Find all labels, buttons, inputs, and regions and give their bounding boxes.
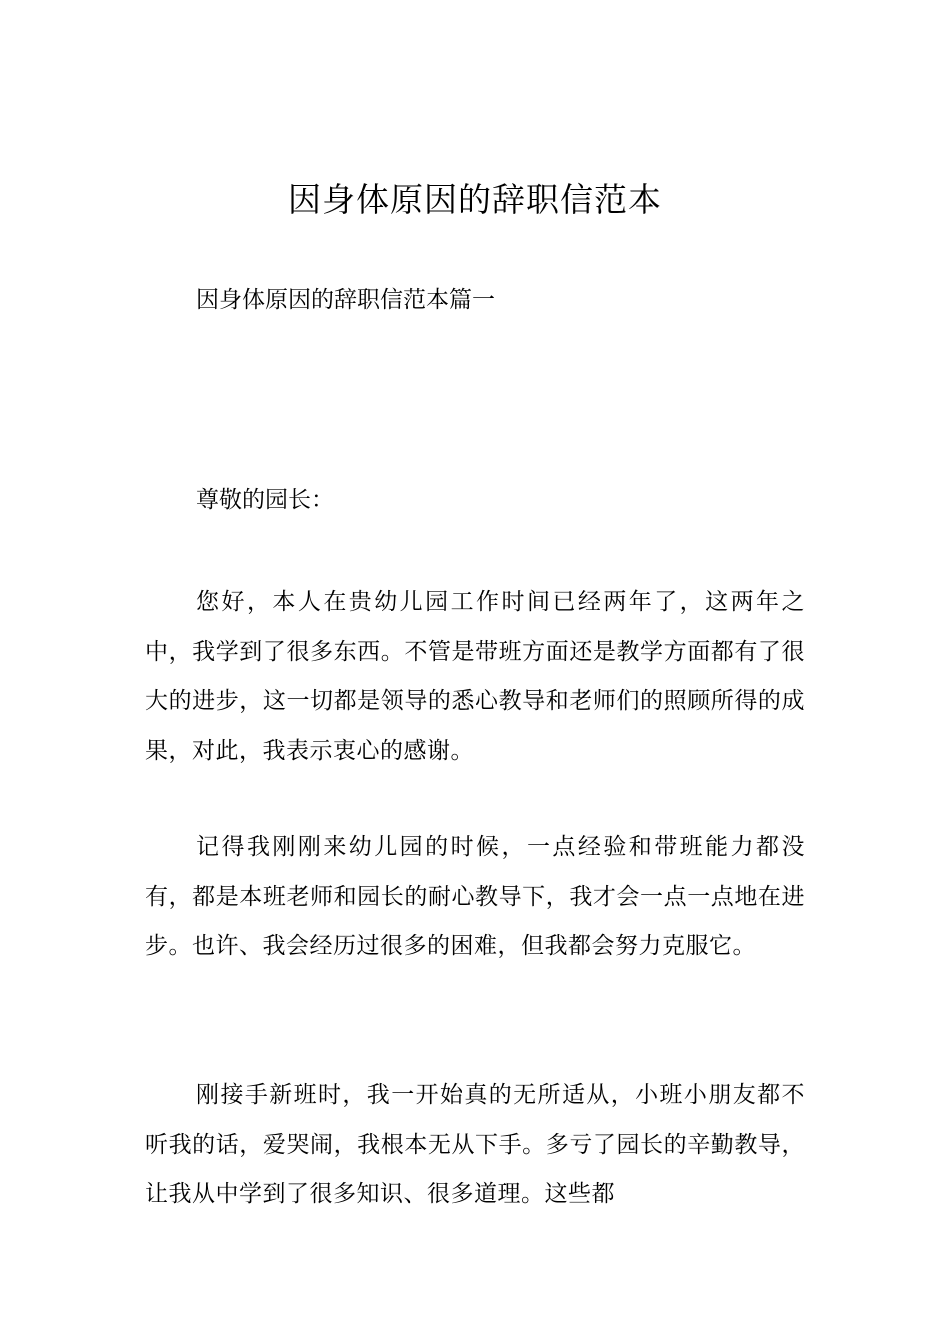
- body-paragraph: 您好，本人在贵幼儿园工作时间已经两年了，这两年之中，我学到了很多东西。不管是带班方面还是教学方面都有了很大的进步，这一切都是领导的悉心教导和老师们的照顾所得的成果，对此，我表示衷心的感谢。: [145, 589, 805, 764]
- salutation: 尊敬的园长：: [196, 487, 334, 513]
- body-paragraph: 刚接手新班时，我一开始真的无所适从，小班小朋友都不听我的话，爱哭闹，我根本无从下手。多亏了园长的辛勤教导，让我从中学到了很多知识、很多道理。这些都: [145, 1082, 805, 1207]
- section-heading: 因身体原因的辞职信范本篇一: [196, 287, 495, 313]
- document-title: 因身体原因的辞职信范本: [288, 180, 662, 219]
- body-paragraph: 记得我刚刚来幼儿园的时候，一点经验和带班能力都没有，都是本班老师和园长的耐心教导下，我才会一点一点地在进步。也许、我会经历过很多的困难，但我都会努力克服它。: [145, 834, 805, 959]
